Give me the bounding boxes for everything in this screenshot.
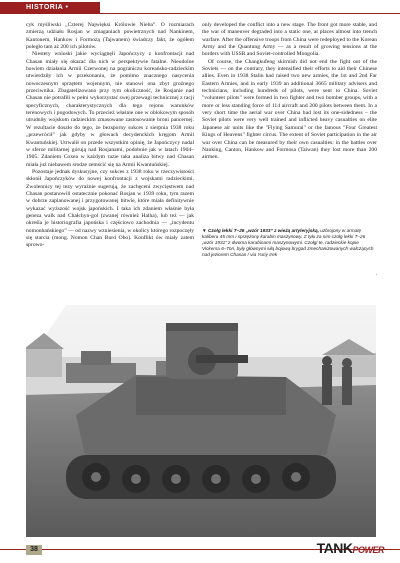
paragraph: cyk myśliwski „Czterej Najwięksi Królowie Nieba”. O rozmiarach zmierzą udziału Rosjan w zmaganiach powietrznych nad Nankinem, Kantonem, Hankow i Formozą (Tajwanem) świadczy fakt, że ogółem poległo tam aż 200 ich pilotów. — [26, 22, 194, 51]
brand-power: POWER — [352, 545, 384, 555]
paragraph: only developed the conflict into a new stage. The front got more stable, and the war of maneuver degraded into a static one, at places almost into trench warfare. After the offensive troops from China were redeployed to the Korean Army and the Quantung Army — as a result of growing tensions at the borders with USSR and Soviet-controlled Mongolia. — [202, 22, 377, 58]
caption-text: uzbrojony w armatę kaliberu 45 mm i sprzężony karabin maszynowy. Z tyłu za nim czołg lekki T–26 „wzór 1931” z dwoma karabinami maszynowymi. Czołgi te, radzieckie kopie Vickersa 6–Ton, były głównymi siłą bojową brygad zmechanizowanych walczących nad jeziorem Chasan / via Yuriy Irek — [202, 228, 374, 258]
brand-main: TANK — [316, 540, 353, 556]
header-rule — [0, 13, 400, 14]
caption-lead: ▼ Czołg lekki T–26 „wzór 1933” z wieżą artyleryjską, — [202, 228, 319, 233]
page-number: 38 — [26, 545, 42, 555]
right-column — [202, 22, 377, 162]
section-header-tab: HISTORIA • HISTORY — [0, 2, 100, 13]
left-column — [26, 22, 194, 250]
paragraph: Of course, the Changkufeng skirmish did not end the fight out of the Soviets — on the contrary, they intensified their efforts to aid their Chinese allies. Even in 1938 Stalin had raised two new armies, the 1st and 2nd Far Eastern Armies, and in early 1939 an additional 3665 military advisers and technicians, including hundreds of pilots, were sent to China. Soviet "volunteer pilots" were formed in two fighter and two bomber groups, with a more or less standing force of 114 aircraft and 200 pilots between them. In a very short time the aerial war over China had lost its one-sidedness – the Soviet pilots were very well trained and inflicted heavy casualties on elite Japanese air units like the "Flying Samurai" or the famous "Four Greatest Kings of Heavens" fighter circus. The extent of Soviet participation in the air war over China can be measured by their own casualties: in the battles over Nanking, Canton, Hankow and Formosa (Taiwan) they lost more than 200 airmen. — [202, 58, 377, 161]
paragraph: Pozostaje jednak dyskusyjne, czy sukces z 1938 roku w rzeczywistości skłonił Japończyków do nowej konfrontacji z wojskami radzieckimi. Zwolennicy tej tezy wyraźnie sugerują, że zachęceni zwycięstwem nad Chasan postanowili ostatecznie pokonać Rosjan w 1939 roku, tym razem w dobrze zaplanowanej i przygotowanej bitwie, które miała definitywnie wykazać wyższość wojsk japońskich. I taka ich zdaniem właśnie była geneza walk nad Chałchyn-gol (zwanej również Halha), lub też — jak określa je historiografia japońska i częściowo zachodnia — „incydentu nomonhańskiego” — od nazwy wzniesienia, w okolicy którego rozpoczęły się starcia (mong. Nomon Chan Burd Obo). Konflikt ów miały zatem sprowo- — [26, 168, 194, 249]
tank-photo — [26, 265, 376, 537]
footer — [0, 537, 400, 563]
paragraph: Niestety wnioski jakie wyciągnęli Japończycy z konfrontacji nad Chasan miały się okazać dla nich w perspektywie fatalne. Nieudolne bowiem działania Armii Czerwonej na pograniczu koreańsko-radzieckim utwierdziły ich w przekonaniu, że pomimo znacznego nasycenia nowoczesnym sprzętem wojennym, nie stanowi ona zbyt groźnego przeciwnika. Zbagatelizowano przy tym okoliczność, że Rosjanie nad Chasan nie potrafili w pełni wykorzystać swej przewagi technicznej z racji specyficznych, charakterystycznych dla tego rejonu warunków terenowych i pogodowych. To przecież właśnie one w oblokowym sposób utrudniły wojskom radzieckim zmasowane zastosowanie broni pancernej. W rezultacie doszło do tego, że bezsporny sukces z sierpnia 1938 roku „przewrócił” jak gdyby w głowach decydenckich kręgom Armii Kwantuńskiej. Utrwalił on przede wszystkim opinię, że Japończycy nadal w sferze militarnej górują nad Rosjanami, podobnie jak w latach 1904–1905. Zdaniem Coxea w każdym razie taka analiza bitwy nad Chasan miała już niebawem srodze zemścić się na Armii Kwantuńskiej. — [26, 51, 194, 168]
caption-polish — [202, 228, 377, 258]
brand-logo — [317, 540, 384, 556]
